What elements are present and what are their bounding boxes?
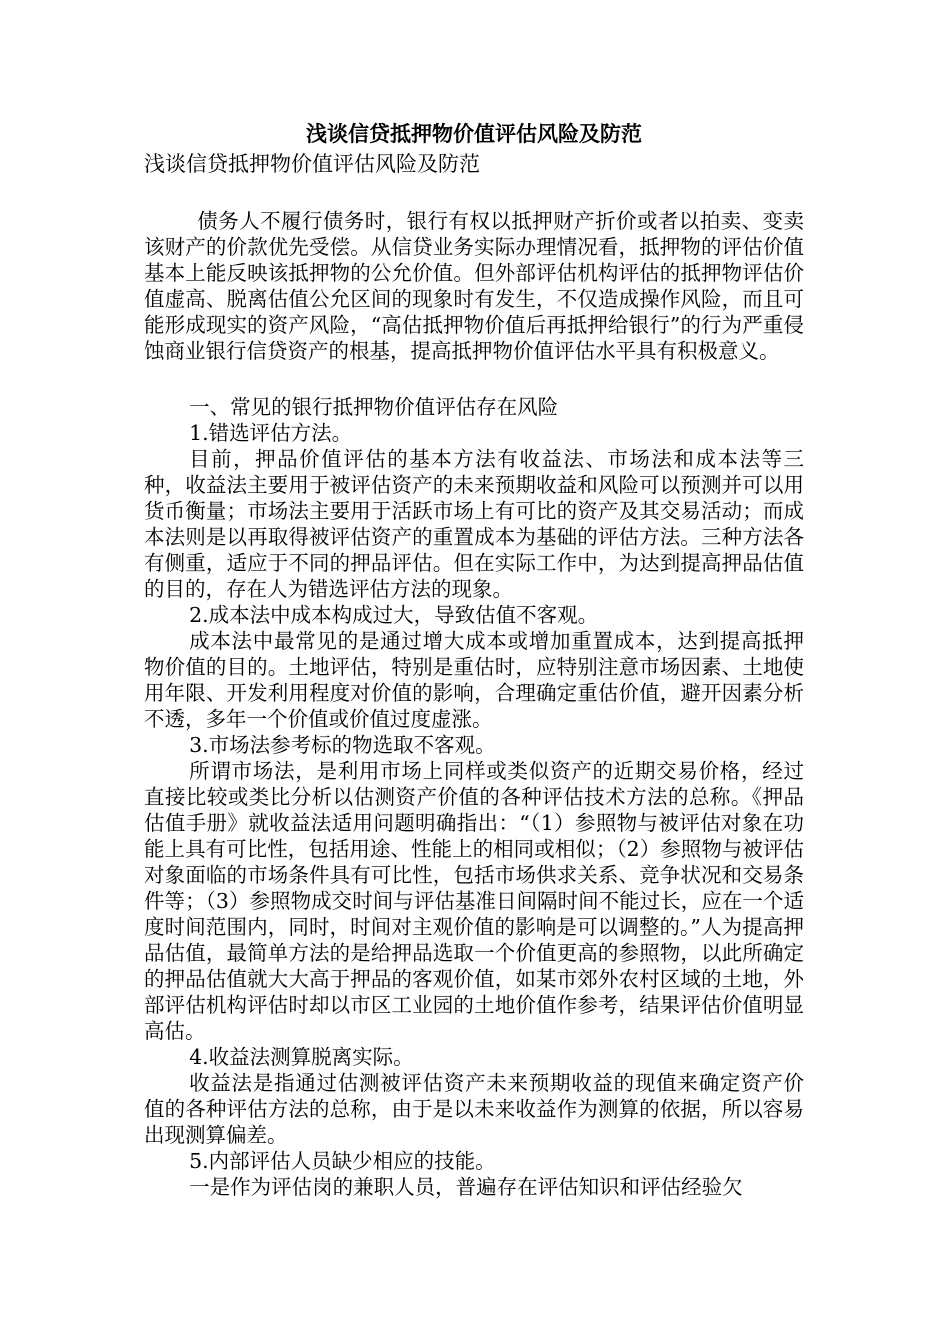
- item-5-body: 一是作为评估岗的兼职人员，普遍存在评估知识和评估经验欠: [189, 1175, 743, 1199]
- item-3-title: 3.市场法参考标的物选取不客观。: [189, 733, 496, 757]
- item-5-title: 5.内部评估人员缺少相应的技能。: [189, 1149, 496, 1173]
- section-heading: 一、常见的银行抵押物价值评估存在风险: [189, 395, 559, 419]
- item-2-body: 成本法中最常见的是通过增大成本或增加重置成本，达到提高抵押物价值的目的。土地评估，特别是重估时，应特别注意市场因素、土地使用年限、开发利用程度对价值的影响，合理确定重估价值，避开因素分析不透，多年一个价值或价值过度虚涨。: [144, 629, 804, 731]
- document-subtitle: 浅谈信贷抵押物价值评估风险及防范: [144, 152, 480, 176]
- item-4-body: 收益法是指通过估测被评估资产未来预期收益的现值来确定资产价值的各种评估方法的总称，由于是以未来收益作为测算的依据，所以容易出现测算偏差。: [144, 1071, 804, 1147]
- document-title: 浅谈信贷抵押物价值评估风险及防范: [306, 121, 642, 146]
- item-4-title: 4.收益法测算脱离实际。: [189, 1045, 414, 1069]
- item-3-body: 所谓市场法，是利用市场上同样或类似资产的近期交易价格，经过直接比较或类比分析以估测资产价值的各种评估技术方法的总称。《押品估值手册》就收益法适用问题明确指出：“（1）参照物与被评估对象在功能上具有可比性，包括用途、性能上的相同或相似；（2）参照物与被评估对象面临的市场条件具有可比性，包括市场供求关系、竞争状况和交易条件等；（3）参照物成交时间与评估基准日间隔时间不能过长，应在一个适度时间范围内，同时，时间对主观价值的影响是可以调整的。”人为提高押品估值，最简单方法的是给押品选取一个价值更高的参照物，以此所确定的押品估值就大大高于押品的客观价值，如某市郊外农村区域的土地，外部评估机构评估时却以市区工业园的土地价值作参考，结果评估价值明显高估。: [144, 759, 804, 1043]
- document-page: [144, 118, 804, 1200]
- intro-paragraph: 债务人不履行债务时，银行有权以抵押财产折价或者以拍卖、变卖该财产的价款优先受偿。从信贷业务实际办理情况看，抵押物的评估价值基本上能反映该抵押物的公允价值。但外部评估机构评估的抵押物评估价值虚高、脱离估值公允区间的现象时有发生，不仅造成操作风险，而且可能形成现实的资产风险，“高估抵押物价值后再抵押给银行”的行为严重侵蚀商业银行信贷资产的根基，提高抵押物价值评估水平具有积极意义。: [144, 209, 804, 363]
- item-2-title: 2.成本法中成本构成过大，导致估值不客观。: [189, 603, 599, 627]
- item-1-title: 1.错选评估方法。: [189, 421, 353, 445]
- item-1-body: 目前，押品价值评估的基本方法有收益法、市场法和成本法等三种，收益法主要用于被评估资产的未来预期收益和风险可以预测并可以用货币衡量；市场法主要用于活跃市场上有可比的资产及其交易活动；而成本法则是以再取得被评估资产的重置成本为基础的评估方法。三种方法各有侧重，适应于不同的押品评估。但在实际工作中，为达到提高押品估值的目的，存在人为错选评估方法的现象。: [144, 447, 804, 601]
